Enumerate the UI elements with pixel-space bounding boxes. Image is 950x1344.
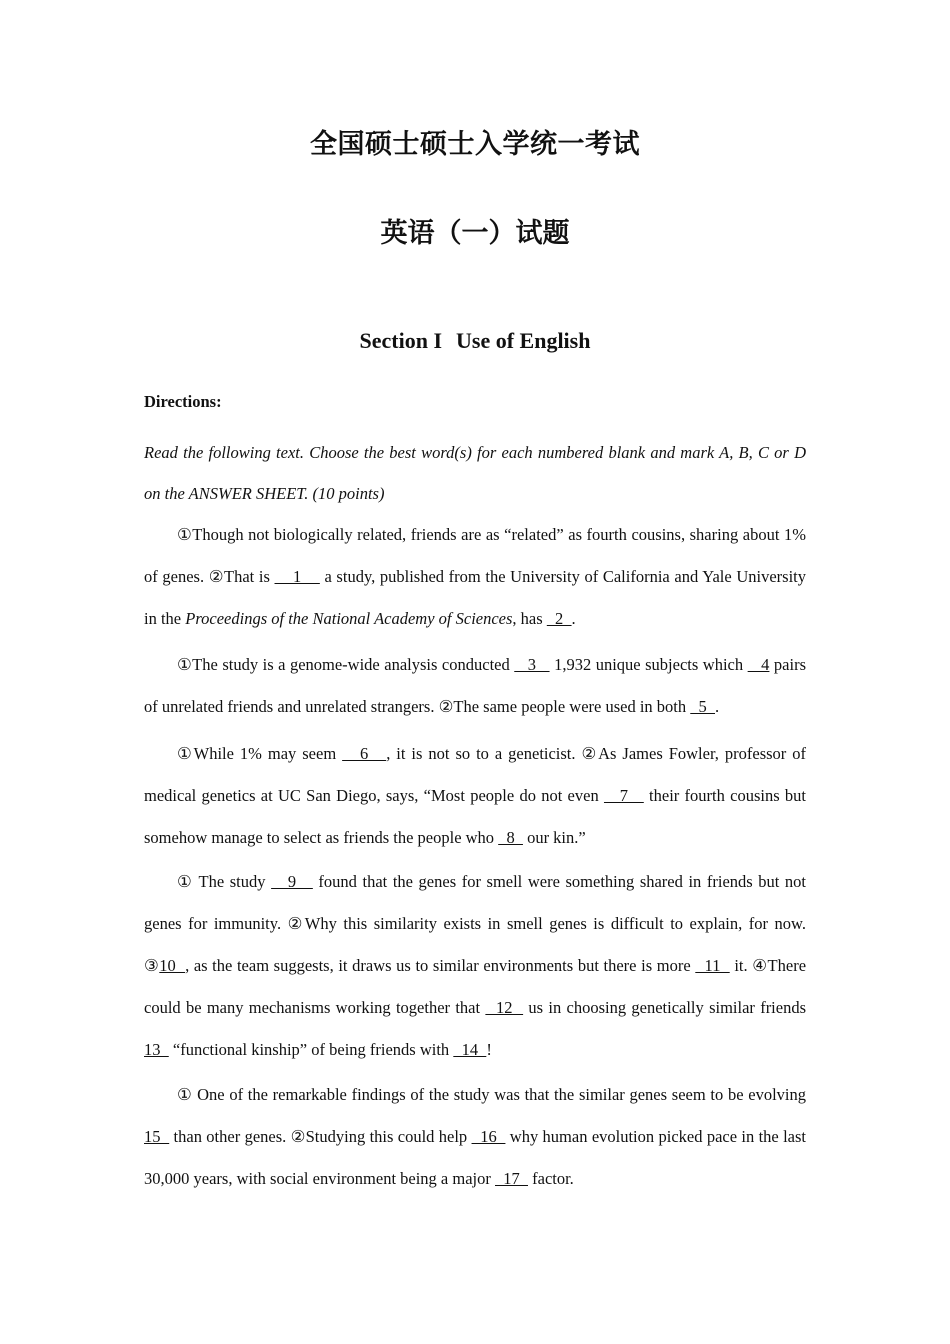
section-name: Use of English xyxy=(456,328,591,353)
passage-text: found that the genes for smell were something shared in friends but not genes for immunity. ②Why this similarity exists in smell genes is difficult to explain, for now. ③ xyxy=(144,872,807,975)
directions-text: Read the following text. Choose the best word(s) for each numbered blank and mark A, B, C or D on the ANSWER SHEET. (10 points) xyxy=(144,443,806,503)
passage-paragraph-5 xyxy=(144,1074,806,1200)
journal-name: Proceedings of the National Academy of Sciences xyxy=(185,609,513,628)
passage-text: ①The study is a genome-wide analysis conducted xyxy=(177,655,515,674)
exam-title: 全国硕士硕士入学统一考试 xyxy=(310,129,640,160)
passage-text: than other genes. ②Studying this could help xyxy=(169,1127,472,1146)
blank-16: 16 xyxy=(471,1127,506,1146)
passage-text: pairs of unrelated friends and unrelated strangers. ②The same people were used in both xyxy=(144,655,807,716)
passage-text: . xyxy=(571,609,576,628)
blank-14: 14 xyxy=(453,1040,487,1059)
passage-text: our kin.” xyxy=(522,828,586,847)
blank-4: 4 xyxy=(747,655,770,674)
passage-text: us in choosing genetically similar friends xyxy=(523,998,807,1017)
passage-paragraph-1 xyxy=(144,514,806,640)
passage-text: it. ④There could be many mechanisms working together that xyxy=(144,956,807,1017)
blank-13: 13 xyxy=(144,1040,169,1059)
passage-text: ①Though not biologically related, friends are as “related” as fourth cousins, sharing about 1% of genes. ②That is xyxy=(144,525,806,586)
blank-6: 6 xyxy=(342,744,387,763)
blank-15: 15 xyxy=(144,1127,170,1146)
blank-7: 7 xyxy=(603,786,644,805)
passage-paragraph-3 xyxy=(144,733,806,859)
passage-text: , it is not so to a geneticist. ②As James Fowler, professor of medical genetics at UC San Diego, says, “Most people do not even xyxy=(144,744,807,805)
passage-text: “functional kinship” of being friends with xyxy=(168,1040,454,1059)
blank-10: 10 xyxy=(159,956,186,975)
passage-paragraph-2 xyxy=(144,644,806,728)
blank-2: 2 xyxy=(546,609,572,628)
passage-text: ①While 1% may seem xyxy=(177,744,343,763)
blank-3: 3 xyxy=(514,655,550,674)
passage-text: ① One of the remarkable findings of the study was that the similar genes seem to be evolving xyxy=(177,1085,806,1104)
section-heading xyxy=(0,328,950,354)
passage-text: a study, published from the University of California and Yale University in the xyxy=(144,567,806,628)
blank-5: 5 xyxy=(690,697,716,716)
passage-text: factor. xyxy=(528,1169,574,1188)
passage-text: 1,932 unique subjects which xyxy=(549,655,748,674)
passage-text: , has xyxy=(512,609,547,628)
blank-12: 12 xyxy=(485,998,524,1017)
passage-text: ① The study xyxy=(177,872,272,891)
blank-17: 17 xyxy=(495,1169,528,1188)
passage-paragraph-4 xyxy=(144,861,806,1071)
passage-text: ! xyxy=(486,1040,492,1059)
section-number: Section I xyxy=(359,328,442,353)
blank-8: 8 xyxy=(498,828,523,847)
exam-subtitle: 英语（一）试题 xyxy=(380,218,570,249)
passage-text: why human evolution picked pace in the last 30,000 years, with social environment being a major xyxy=(144,1127,806,1188)
passage-text: . xyxy=(715,697,720,716)
blank-9: 9 xyxy=(271,872,313,891)
directions-label: Directions: xyxy=(144,392,222,411)
blank-1: 1 xyxy=(274,567,320,586)
passage-text: , as the team suggests, it draws us to similar environments but there is more xyxy=(185,956,696,975)
blank-11: 11 xyxy=(695,956,730,975)
passage-text: their fourth cousins but somehow manage to select as friends the people who xyxy=(144,786,806,847)
